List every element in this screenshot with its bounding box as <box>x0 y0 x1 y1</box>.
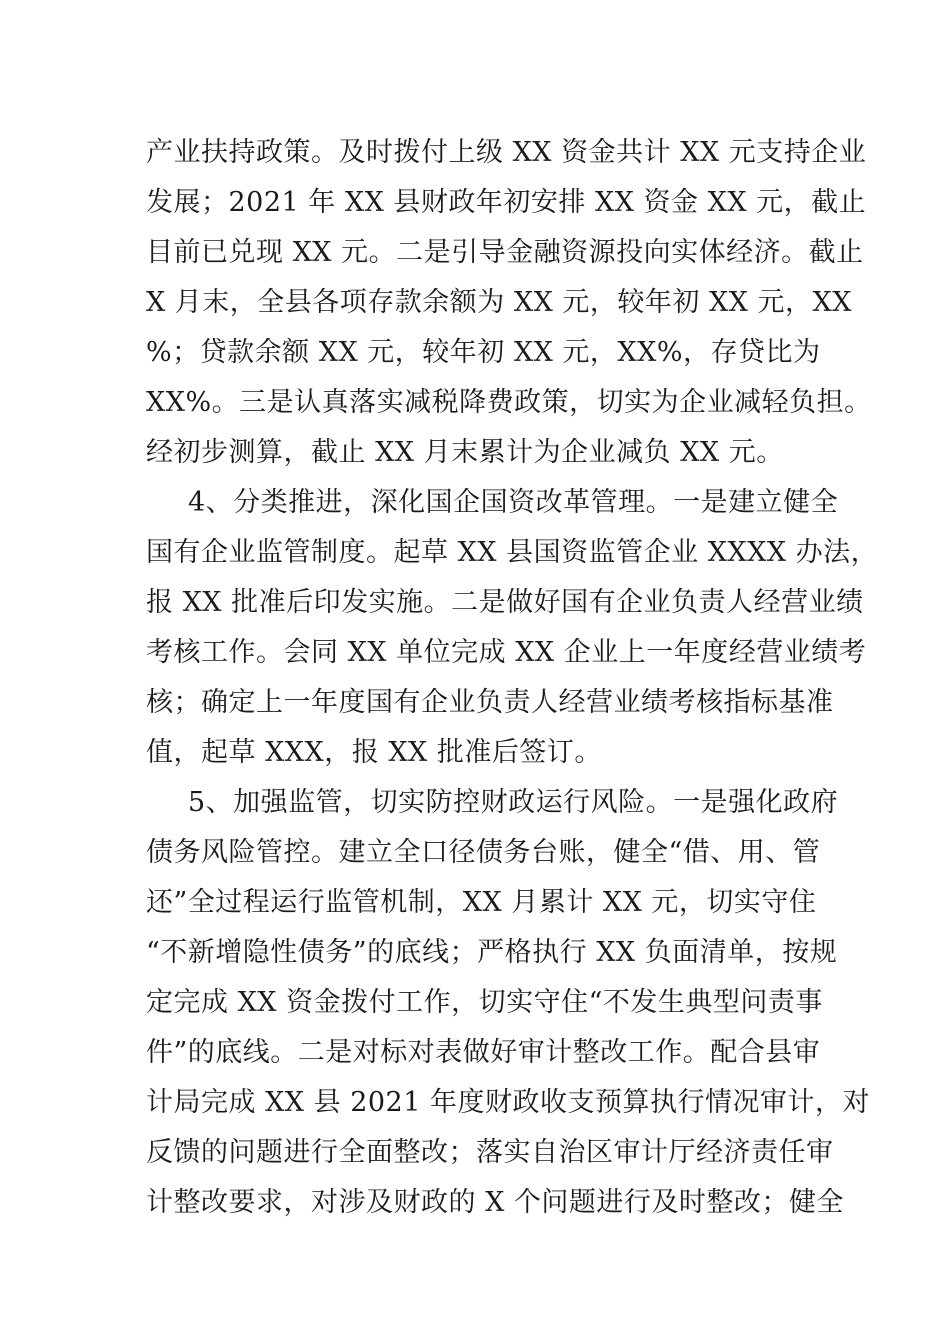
paragraph-line: 产业扶持政策。及时拨付上级 XX 资金共计 XX 元支持企业 <box>146 137 867 168</box>
paragraph-line: 经初步测算，截止 XX 月末累计为企业减负 XX 元。 <box>146 437 784 468</box>
paragraph-line: XX%。三是认真落实减税降费政策，切实为企业减轻负担。 <box>146 387 872 418</box>
paragraph-line: 件”的底线。二是对标对表做好审计整改工作。配合县审 <box>146 1037 821 1068</box>
paragraph-line: 目前已兑现 XX 元。二是引导金融资源投向实体经济。截止 <box>146 237 864 268</box>
paragraph-line: 报 XX 批准后印发实施。二是做好国有企业负责人经营业绩 <box>146 587 864 618</box>
paragraph-line: 定完成 XX 资金拨付工作，切实守住“不发生典型问责事 <box>146 987 823 1018</box>
section-4-heading-line: 4、分类推进，深化国企国资改革管理。一是建立健全 <box>188 487 839 518</box>
paragraph-line: %；贷款余额 XX 元，较年初 XX 元，XX%，存贷比为 <box>146 337 821 368</box>
paragraph-line: 发展；2021 年 XX 县财政年初安排 XX 资金 XX 元，截止 <box>146 187 867 218</box>
paragraph-line: 国有企业监管制度。起草 XX 县国资监管企业 XXXX 办法， <box>146 537 879 568</box>
section-5-heading-line: 5、加强监管，切实防控财政运行风险。一是强化政府 <box>188 787 839 818</box>
paragraph-line: 计局完成 XX 县 2021 年度财政收支预算执行情况审计，对 <box>146 1087 870 1118</box>
paragraph-line: 考核工作。会同 XX 单位完成 XX 企业上一年度经营业绩考 <box>146 637 867 668</box>
paragraph-line: 反馈的问题进行全面整改；落实自治区审计厅经济责任审 <box>146 1137 834 1168</box>
paragraph-line: 核；确定上一年度国有企业负责人经营业绩考核指标基准 <box>146 687 834 718</box>
paragraph-line: 值，起草 XXX，报 XX 批准后签订。 <box>146 737 602 768</box>
paragraph-line: “不新增隐性债务”的底线；严格执行 XX 负面清单，按规 <box>146 937 838 968</box>
paragraph-line: 债务风险管控。建立全口径债务台账，健全“借、用、管 <box>146 837 821 868</box>
paragraph-line: X 月末，全县各项存款余额为 XX 元，较年初 XX 元，XX <box>146 287 852 318</box>
paragraph-line: 还”全过程运行监管机制，XX 月累计 XX 元，切实守住 <box>146 887 817 918</box>
paragraph-line: 计整改要求，对涉及财政的 X 个问题进行及时整改；健全 <box>146 1187 844 1218</box>
